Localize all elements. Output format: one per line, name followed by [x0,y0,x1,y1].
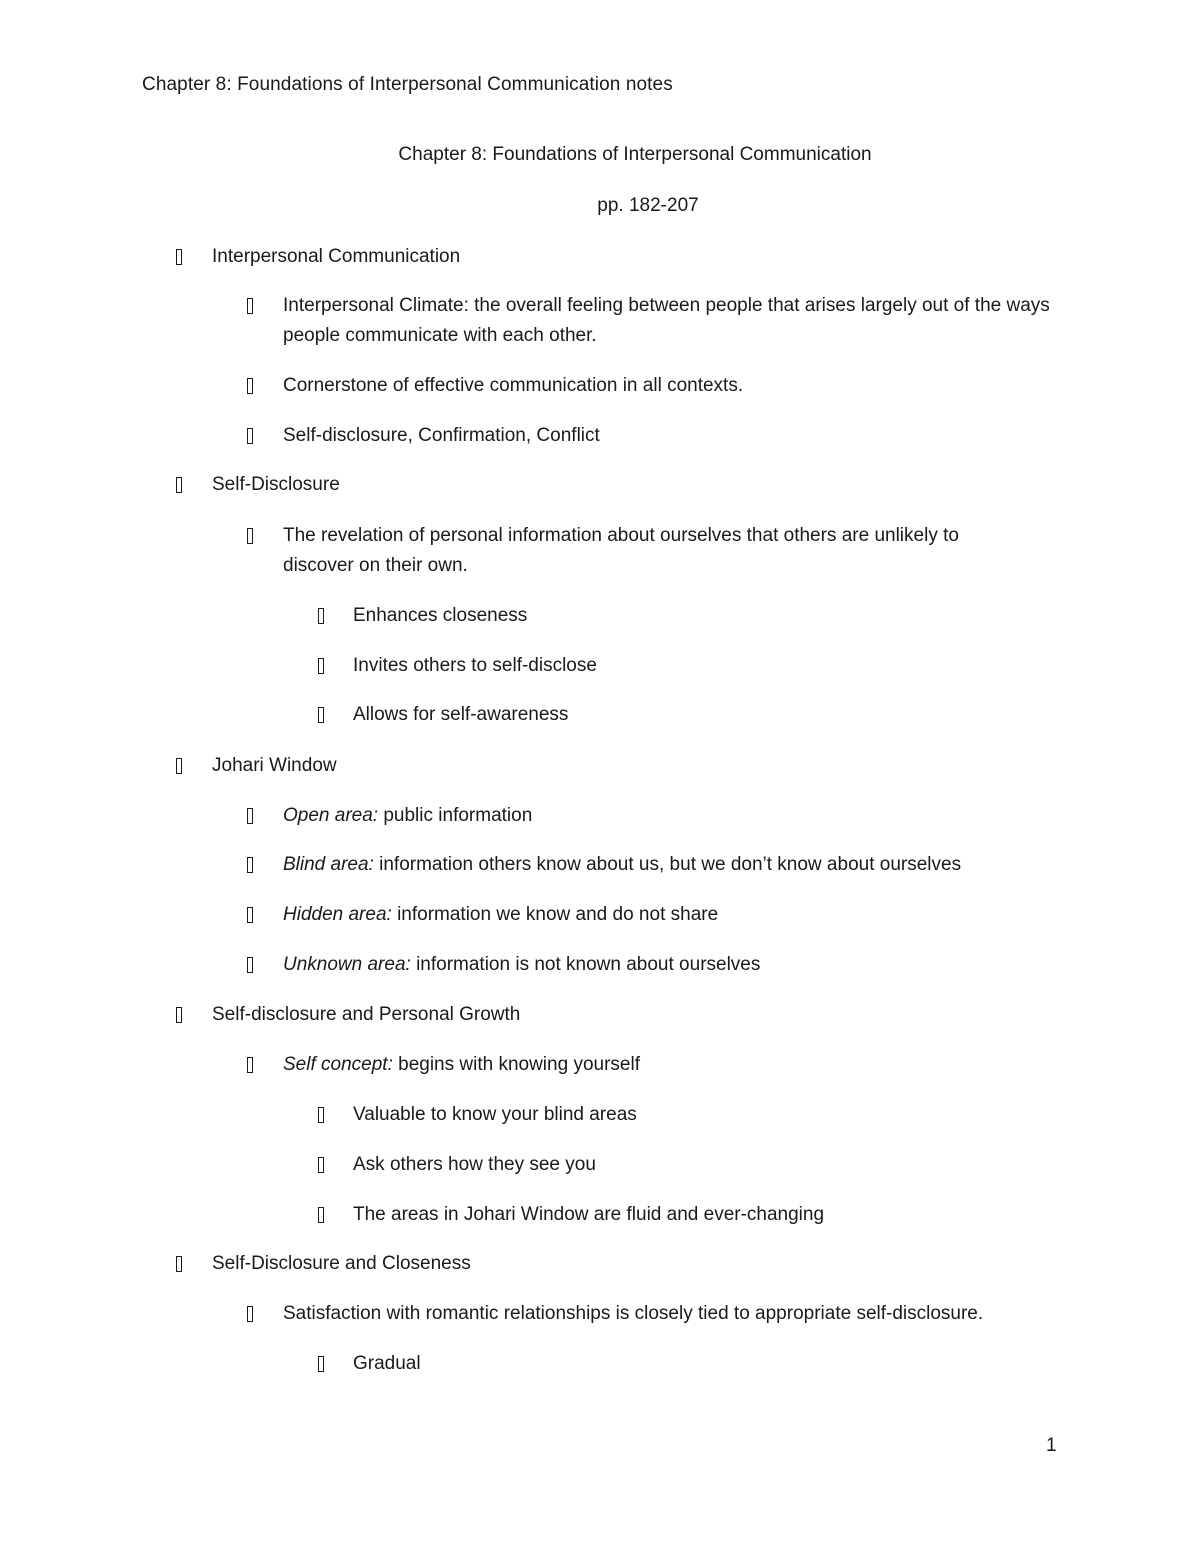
bullet-icon [247,298,253,314]
outline-item-johari-window: Johari Window [212,751,1112,781]
outline-item-johari-area [283,900,1063,930]
bullet-icon [176,477,182,493]
outline-item-cornerstone: Cornerstone of effective communication in all contexts. [283,371,1063,401]
bullet-icon [176,249,182,265]
outline-item-johari-area [283,850,1063,880]
term-description: public information [378,805,533,826]
term-label: Unknown area: [283,954,411,975]
outline-item-interpersonal-communication: Interpersonal Communication [212,242,1112,272]
bullet-icon [247,378,253,394]
outline-item-self-concept [283,1050,1063,1080]
bullet-icon [247,857,253,873]
outline-item-johari-area [283,950,1063,980]
bullet-icon [318,1356,324,1372]
bullet-icon [318,1107,324,1123]
term-label: Hidden area: [283,904,392,925]
bullet-icon [247,428,253,444]
outline-item-self-disclosure-definition: The revelation of personal information about ourselves that others are unlikely to discover on their own. [283,521,1023,581]
bullet-icon [247,808,253,824]
outline-item-growth-point: Ask others how they see you [353,1150,1053,1180]
bullet-icon [318,608,324,624]
bullet-icon [247,1057,253,1073]
bullet-icon [318,1207,324,1223]
term-label: Open area: [283,805,379,826]
page-number: 1 [1046,1435,1057,1456]
outline-item-benefit: Enhances closeness [353,601,1053,631]
term-description: begins with knowing yourself [392,1054,640,1075]
outline-item-benefit: Allows for self-awareness [353,700,1053,730]
term-description: information we know and do not share [391,904,719,925]
outline-item-closeness-point: Gradual [353,1349,1053,1379]
term-label: Self concept: [283,1054,393,1075]
bullet-icon [247,528,253,544]
outline-item-satisfaction: Satisfaction with romantic relationships is closely tied to appropriate self-disclosure. [283,1299,1063,1329]
bullet-icon [176,758,182,774]
page-header-title: Chapter 8: Foundations of Interpersonal Communication notes [142,74,673,95]
outline-item-johari-area [283,801,1063,831]
bullet-icon [247,957,253,973]
bullet-icon [318,658,324,674]
term-description: information is not known about ourselves [410,954,761,975]
bullet-icon [247,907,253,923]
bullet-icon [247,1306,253,1322]
term-label: Blind area: [283,854,374,875]
outline-item-interpersonal-climate: Interpersonal Climate: the overall feeling between people that arises largely out of the ways people communicate with each other. [283,291,1063,351]
bullet-icon [176,1007,182,1023]
outline-item-growth-point: The areas in Johari Window are fluid and ever-changing [353,1200,1053,1230]
outline-item-growth-point: Valuable to know your blind areas [353,1100,1053,1130]
bullet-icon [318,1157,324,1173]
outline-item-benefit: Invites others to self-disclose [353,651,1053,681]
outline-item-topics: Self-disclosure, Confirmation, Conflict [283,421,1063,451]
document-page-range: pp. 182-207 [597,195,699,216]
bullet-icon [176,1256,182,1272]
outline-item-closeness: Self-Disclosure and Closeness [212,1249,1112,1279]
bullet-icon [318,707,324,723]
outline-item-personal-growth: Self-disclosure and Personal Growth [212,1000,1112,1030]
outline-item-self-disclosure: Self-Disclosure [212,470,1112,500]
document-title: Chapter 8: Foundations of Interpersonal Communication [398,144,872,165]
term-description: information others know about us, but we don’t know about ourselves [373,854,962,875]
